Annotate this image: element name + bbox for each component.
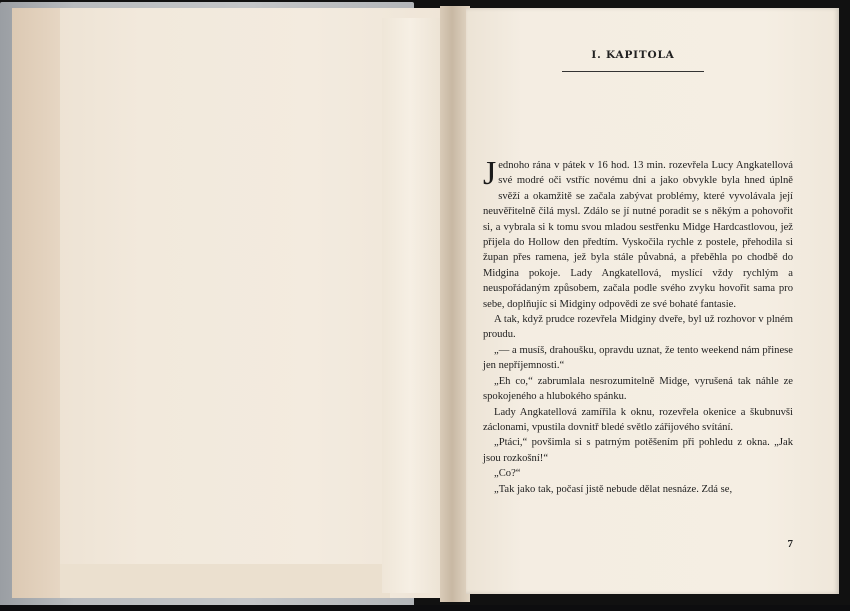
chapter-heading: I. KAPITOLA bbox=[591, 49, 675, 61]
left-page-strip bbox=[12, 8, 60, 598]
paragraph: „Eh co,“ zabrumlala nesrozumitelně Midge, vyrušená tak náhle ze spokojeného a hlubokého spánku. bbox=[483, 375, 793, 403]
paragraph bbox=[483, 155, 793, 312]
paragraph: „Tak jako tak, počasí jistě nebude dělat nesnáze. Zdá se, bbox=[494, 483, 733, 495]
paragraph: „Co?“ bbox=[494, 468, 521, 480]
drop-cap: J bbox=[483, 155, 497, 192]
left-page-bottom-band bbox=[60, 564, 390, 598]
paragraph: „— a musíš, drahoušku, opravdu uznat, že tento weekend nám přinese jen nepříjemnosti.“ bbox=[483, 344, 793, 372]
paragraph: Lady Angkatellová zamířila k oknu, rozevřela okenice a škubnuvši záclonami, vpustila dovnitř bledé světlo zářijového svítání. bbox=[483, 406, 793, 433]
chapter-rule bbox=[562, 71, 704, 72]
paragraph: A tak, když prudce rozevřela Midginy dveře, byl už rozhovor v plném proudu. bbox=[483, 314, 793, 341]
scan-bottom-edge bbox=[0, 605, 850, 611]
paragraph-text: ednoho rána v pátek v 16 hod. 13 min. rozevřela Lucy Angkatellová své modré oči vstříc novému dni a jako obvykle byla hned úplně svěží a okamžitě se začala zabývat problémy, které vyvolávala její neuvěřitelně čilá mysl. Zdálo se jí nutné poradit se s někým a pohovořit si, a vybrala si k tomu svou mladou sestřenku Midge Hardcastlovou, jež přijela do Hollow den předtím. Vyskočila rychle z postele, přehodila si župan přes ramena, jež byla stále půvabná, a přeběhla po chodbě do Midgina pokoje. Lady Angkatellová, myslící vždy rychlým a neuspořádaným způsobem, začala podle svého zvyku hovořit sama pro sebe, doplňujíc si Midginy odpovědi ze své bohaté fantasie. bbox=[483, 160, 793, 310]
body-text bbox=[483, 155, 793, 497]
right-page bbox=[466, 8, 839, 594]
paragraph: „Ptáci,“ povšimla si s patrným potěšením při pohledu z okna. „Jak jsou rozkošní!“ bbox=[483, 437, 793, 464]
page-number: 7 bbox=[787, 538, 793, 550]
left-endpaper bbox=[12, 8, 442, 598]
